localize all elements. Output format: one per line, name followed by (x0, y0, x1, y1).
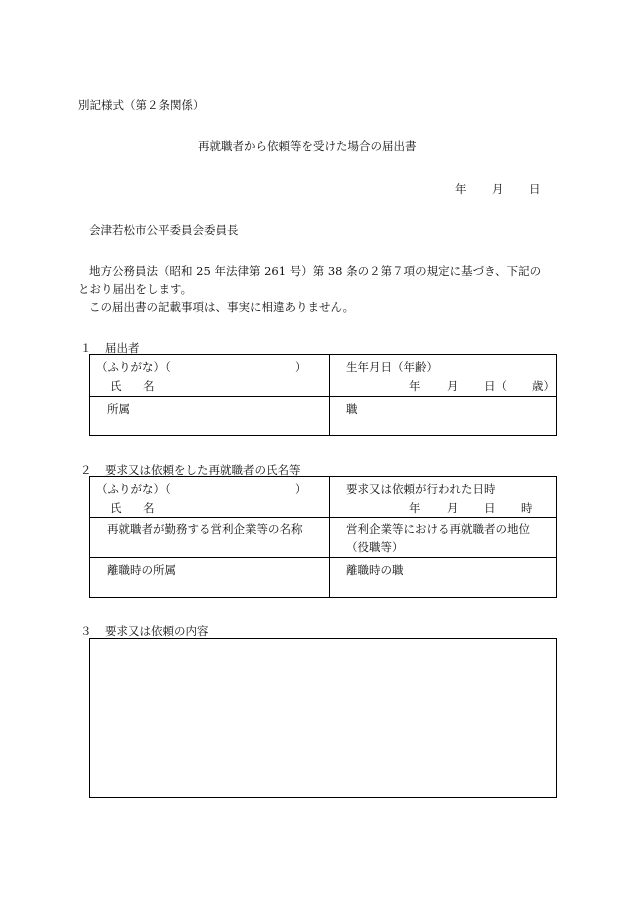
former-affiliation-label: 離職時の所属 (107, 563, 176, 577)
date-month-label: 月 (492, 182, 504, 196)
applicant-name-label-shi: 氏 (110, 379, 122, 393)
reemployed-name-label-mei: 名 (143, 501, 155, 515)
company-position-sublabel: （役職等） (346, 540, 404, 554)
request-content-box[interactable] (89, 638, 557, 798)
section-1-heading: 届出者 (105, 341, 140, 355)
body-line-2: とおり届出をします。 (78, 282, 193, 296)
section-2-heading: 要求又は依頼をした再就職者の氏名等 (105, 463, 301, 477)
applicant-birth-age: 歳） (532, 379, 555, 393)
addressee: 会津若松市公平委員会委員長 (89, 223, 239, 237)
document-title: 再就職者から依頼等を受けた場合の届出書 (198, 139, 417, 153)
section-3-number: ３ (80, 624, 92, 638)
applicant-table-divider-h (90, 396, 556, 397)
section-2-number: ２ (80, 463, 92, 477)
reemployed-person-table (89, 476, 557, 598)
company-position-label: 営利企業等における再就職者の地位 (346, 522, 530, 536)
applicant-table (89, 354, 557, 436)
applicant-birth-month: 月 (447, 379, 459, 393)
applicant-furigana-close: ） (295, 360, 307, 374)
form-label: 別記様式（第２条関係） (78, 98, 205, 112)
reemployed-name-label-shi: 氏 (110, 501, 122, 515)
section-1-number: １ (80, 341, 92, 355)
body-line-3: この届出書の記載事項は、事実に相違ありません。 (89, 300, 355, 314)
applicant-furigana-label: （ふりがな）（ (96, 360, 171, 374)
date-year-label: 年 (455, 182, 467, 196)
reemployed-furigana-close: ） (295, 482, 307, 496)
section-3-heading: 要求又は依頼の内容 (105, 624, 209, 638)
reemployed-table-divider-v (329, 477, 330, 597)
applicant-table-divider-v (329, 355, 330, 435)
applicant-birth-year: 年 (409, 379, 421, 393)
applicant-name-label-mei: 名 (143, 379, 155, 393)
body-line-1: 地方公務員法（昭和 25 年法律第 261 号）第 38 条の２第７項の規定に基づき、下記の (89, 264, 542, 278)
reemployed-furigana-label: （ふりがな）（ (96, 482, 171, 496)
request-datetime-year: 年 (409, 501, 421, 515)
former-position-label: 離職時の職 (346, 563, 404, 577)
reemployed-table-divider-h2 (90, 557, 556, 558)
reemployed-table-divider-h1 (90, 517, 556, 518)
date-day-label: 日 (529, 182, 541, 196)
request-datetime-day: 日 (484, 501, 496, 515)
company-name-label: 再就職者が勤務する営利企業等の名称 (107, 522, 303, 536)
request-datetime-label: 要求又は依頼が行われた日時 (346, 482, 496, 496)
request-datetime-hour: 時 (521, 501, 533, 515)
applicant-birth-day: 日（ (484, 379, 507, 393)
request-datetime-month: 月 (447, 501, 459, 515)
applicant-affiliation-label: 所属 (107, 402, 130, 416)
applicant-position-label: 職 (346, 402, 358, 416)
applicant-birth-label: 生年月日（年齢） (346, 360, 438, 374)
